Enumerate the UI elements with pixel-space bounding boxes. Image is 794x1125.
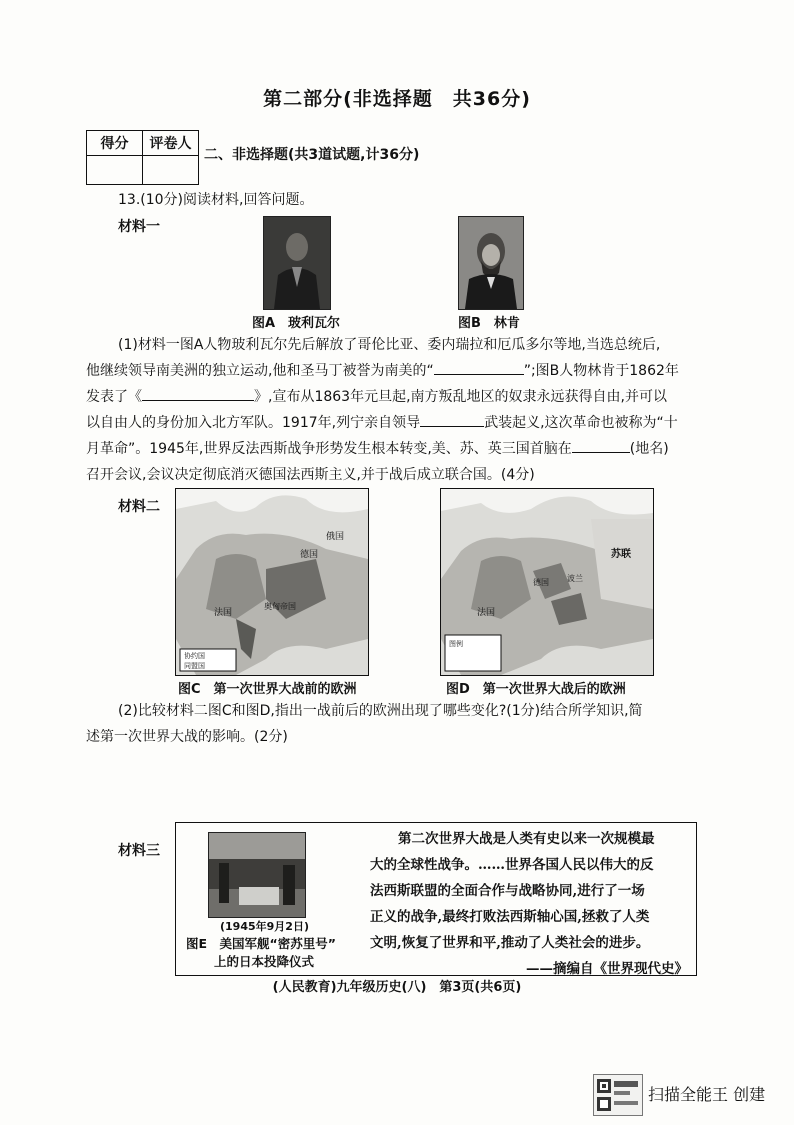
map-c-label: 德国	[300, 550, 319, 560]
material3-line: 法西斯联盟的全面合作与战略协同,进行了一场	[370, 883, 645, 899]
blank-4[interactable]	[572, 438, 630, 453]
blank-3[interactable]	[420, 412, 484, 427]
part1-text: 月革命”。1945年,世界反法西斯战争形势发生根本转变,美、苏、英三国首脑在	[86, 441, 572, 457]
material3-source: ——摘编自《世界现代史》	[526, 961, 688, 977]
map-d-postwar-europe	[440, 488, 654, 676]
part2-line: 述第一次世界大战的影响。(2分)	[86, 729, 288, 745]
map-c-legend-entry: 同盟国	[184, 662, 205, 670]
score-table	[86, 130, 199, 185]
material3-line: 正义的战争,最终打败法西斯轴心国,拯救了人类	[370, 909, 650, 925]
material1-label: 材料一	[118, 219, 160, 235]
material3-line: 大的全球性战争。……世界各国人民以伟大的反	[370, 857, 654, 873]
part1-text: (地名)	[629, 441, 669, 457]
part1-line: (1)材料一图A人物玻利瓦尔先后解放了哥伦比亚、委内瑞拉和厄瓜多尔等地,当选总统后,	[118, 337, 661, 353]
map-c-prewar-europe	[175, 488, 369, 676]
map-d-label: 波兰	[567, 574, 583, 583]
question-13-stem: 13.(10分)阅读材料,回答问题。	[118, 192, 314, 208]
map-d-label: 苏联	[611, 549, 631, 560]
fig-d-caption: 图D 第一次世界大战后的欧洲	[446, 682, 626, 697]
fig-a-caption: 图A 玻利瓦尔	[252, 316, 341, 331]
material3-line: 第二次世界大战是人类有史以来一次规模最	[398, 831, 655, 847]
map-d-label: 法国	[477, 608, 496, 618]
part1-text: 他继续领导南美洲的独立运动,他和圣马丁被誉为南美的“	[86, 363, 434, 379]
section-heading: 二、非选择题(共3道试题,计36分)	[204, 147, 420, 163]
part2-line: (2)比较材料二图C和图D,指出一战前后的欧洲出现了哪些变化?(1分)结合所学知识,简	[118, 703, 643, 719]
part1-text: 发表了《	[86, 389, 142, 405]
map-c-legend-entry: 协约国	[184, 652, 205, 660]
part1-line	[86, 436, 694, 462]
grader-cell[interactable]	[143, 156, 199, 185]
surrender-ceremony-photo	[208, 832, 306, 918]
part1-text: ”;图B人物林肯于1862年	[523, 363, 679, 379]
map-d-legend-title: 图例	[449, 640, 463, 648]
page-footer: (人民教育)九年级历史(八) 第3页(共6页)	[272, 980, 522, 995]
blank-1[interactable]	[434, 360, 524, 375]
part2-paragraph	[86, 698, 694, 750]
part1-paragraph	[86, 332, 694, 488]
part1-text: 以自由人的身份加入北方军队。1917年,列宁亲自领导	[86, 415, 421, 431]
part1-line	[86, 384, 694, 410]
material2-label: 材料二	[118, 499, 160, 515]
material3-label: 材料三	[118, 843, 160, 859]
fig-e-caption-line1: 图E 美国军舰“密苏里号”	[186, 936, 336, 951]
bolivar-portrait	[263, 216, 331, 310]
scanner-watermark: 扫描全能王 创建	[648, 1085, 766, 1104]
lincoln-portrait	[458, 216, 524, 310]
score-header: 得分	[87, 131, 143, 156]
map-c-label: 俄国	[326, 532, 345, 542]
fig-e-caption-line2: 上的日本投降仪式	[214, 954, 315, 969]
part1-text: 》,宣布从1863年元旦起,南方叛乱地区的奴隶永远获得自由,并可以	[254, 389, 667, 405]
material3-line: 文明,恢复了世界和平,推动了人类社会的进步。	[370, 935, 650, 951]
fig-b-caption: 图B 林肯	[458, 316, 520, 331]
part1-text: 武装起义,这次革命也被称为“十	[484, 415, 678, 431]
part1-line: 召开会议,会议决定彻底消灭德国法西斯主义,并于战后成立联合国。(4分)	[86, 467, 535, 483]
grader-header: 评卷人	[143, 131, 199, 156]
part1-line	[86, 358, 694, 384]
map-d-label: 德国	[533, 578, 549, 587]
fig-c-caption: 图C 第一次世界大战前的欧洲	[178, 682, 357, 697]
score-cell[interactable]	[87, 156, 143, 185]
qr-code-icon	[593, 1074, 643, 1116]
map-c-label: 法国	[214, 608, 233, 618]
page-title: 第二部分(非选择题 共36分)	[263, 88, 531, 110]
blank-2[interactable]	[142, 386, 254, 401]
photo-date: (1945年9月2日)	[220, 920, 309, 933]
material3-text	[370, 826, 688, 982]
part1-line	[86, 410, 694, 436]
map-c-label: 奥匈帝国	[264, 602, 296, 611]
